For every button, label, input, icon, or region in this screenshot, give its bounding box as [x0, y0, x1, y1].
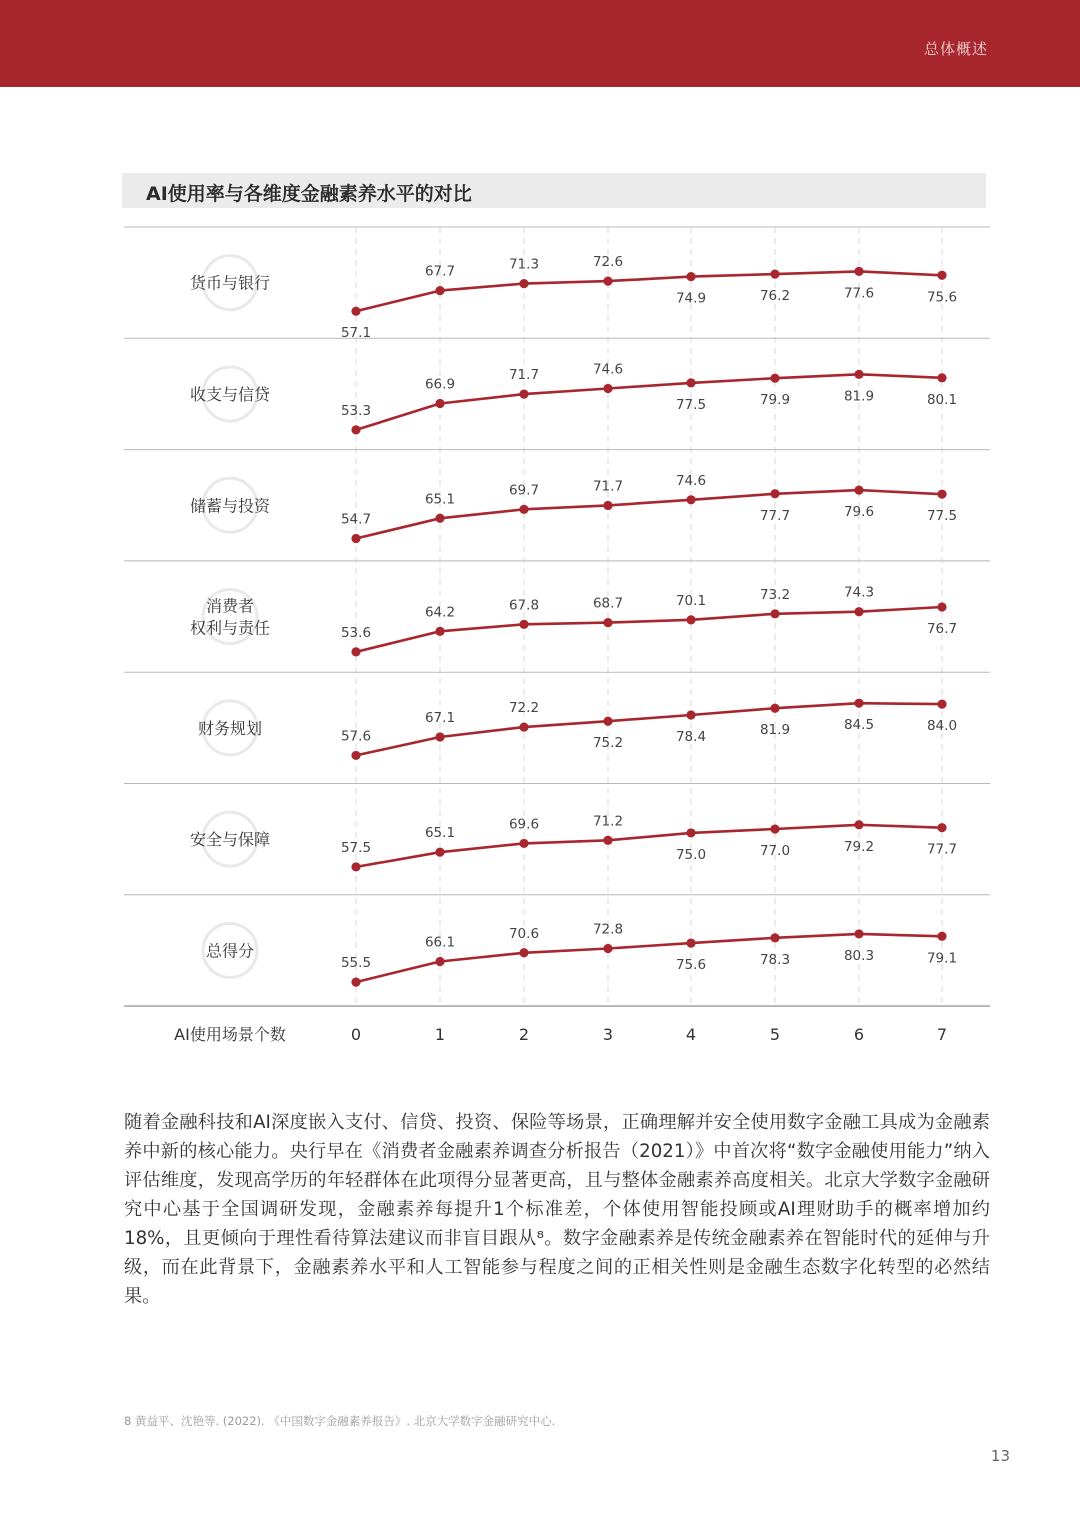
data-point	[937, 271, 946, 280]
series-label: 货币与银行	[189, 273, 271, 293]
data-label: 67.8	[508, 597, 540, 614]
x-tick-label: 5	[769, 1025, 781, 1045]
data-point	[603, 276, 612, 285]
x-tick-label: 4	[685, 1025, 697, 1045]
data-label: 79.6	[843, 504, 875, 521]
series-label: 消费者	[205, 596, 255, 616]
data-label: 71.2	[592, 813, 624, 830]
data-point	[854, 929, 863, 938]
data-label: 79.2	[843, 838, 875, 855]
data-label: 57.6	[340, 728, 372, 745]
data-point	[686, 378, 695, 387]
data-label: 76.2	[759, 288, 791, 305]
data-point	[686, 828, 695, 837]
data-point	[937, 373, 946, 382]
chart-title: AI使用率与各维度金融素养水平的对比	[146, 183, 472, 205]
series-label: 总得分	[205, 941, 255, 961]
data-label: 79.1	[926, 950, 958, 967]
data-point	[854, 267, 863, 276]
data-point	[435, 627, 444, 636]
data-label: 78.4	[675, 729, 707, 745]
data-point	[937, 932, 946, 941]
data-label: 77.0	[759, 843, 791, 859]
data-point	[937, 823, 946, 832]
data-label: 69.7	[508, 482, 540, 499]
data-label: 73.2	[759, 586, 791, 603]
data-point	[603, 618, 612, 627]
data-label: 77.6	[843, 285, 875, 302]
data-point	[770, 704, 779, 713]
x-tick-label: 1	[434, 1025, 446, 1045]
data-point	[937, 700, 946, 709]
data-point	[519, 620, 528, 629]
data-label: 80.3	[843, 947, 875, 964]
data-point	[519, 505, 528, 514]
x-tick-label: 0	[350, 1025, 362, 1045]
series-label: 安全与保障	[189, 830, 271, 850]
data-point	[854, 699, 863, 708]
series-label: 权利与责任	[189, 618, 271, 638]
x-axis-title: AI使用场景个数	[174, 1025, 286, 1045]
data-label: 75.6	[926, 289, 958, 306]
data-point	[435, 286, 444, 295]
data-point	[519, 390, 528, 399]
data-point	[435, 848, 444, 857]
data-point	[770, 824, 779, 833]
data-point	[351, 862, 360, 871]
data-point	[351, 751, 360, 760]
data-point	[351, 307, 360, 316]
data-point	[351, 425, 360, 434]
data-label: 72.2	[508, 700, 540, 717]
data-label: 77.7	[759, 507, 791, 524]
data-label: 55.5	[340, 955, 372, 972]
data-point	[770, 269, 779, 278]
series-label: 收支与信贷	[189, 384, 271, 404]
data-label: 65.1	[424, 825, 456, 842]
x-tick-label: 6	[853, 1025, 865, 1045]
data-label: 77.5	[675, 396, 707, 413]
data-point	[770, 489, 779, 498]
data-label: 79.9	[759, 392, 791, 409]
data-label: 81.9	[843, 388, 875, 405]
data-point	[603, 944, 612, 953]
data-label: 53.6	[340, 624, 372, 641]
data-point	[603, 501, 612, 510]
data-label: 81.9	[759, 722, 791, 739]
data-point	[351, 534, 360, 543]
data-point	[686, 615, 695, 624]
data-point	[686, 272, 695, 281]
data-label: 74.9	[675, 290, 707, 307]
data-label: 78.3	[759, 951, 791, 968]
data-point	[351, 647, 360, 656]
data-label: 77.5	[926, 508, 958, 525]
data-label: 72.6	[592, 254, 624, 271]
data-label: 75.6	[675, 957, 707, 974]
data-point	[435, 514, 444, 523]
data-label: 75.2	[592, 735, 624, 752]
data-label: 71.7	[508, 367, 540, 384]
data-point	[519, 839, 528, 848]
data-label: 75.0	[675, 846, 707, 863]
data-label: 57.1	[340, 325, 372, 342]
data-point	[686, 938, 695, 947]
data-label: 67.1	[424, 710, 456, 726]
data-label: 72.8	[592, 921, 624, 938]
data-point	[603, 717, 612, 726]
data-label: 74.6	[675, 472, 707, 489]
data-label: 76.7	[926, 621, 958, 637]
data-label: 77.7	[926, 841, 958, 858]
data-label: 68.7	[592, 595, 624, 612]
data-label: 65.1	[424, 491, 456, 508]
x-tick-label: 7	[936, 1025, 948, 1045]
data-point	[351, 978, 360, 987]
body-paragraph: 随着金融科技和AI深度嵌入支付、信贷、投资、保险等场景，正确理解并安全使用数字金融工具成为金融素养中新的核心能力。央行早在《消费者金融素养调查分析报告（2021）》中首次将“数字金融使用能力”纳入评估维度，发现高学历的年轻群体在此项得分显著更高，且与整体金融素养高度相关。北京大学数字金融研究中心基于全国调研发现，金融素养每提升1个标准差，个体使用智能投顾或AI理财助手的概率增加约18%，且更倾向于理性看待算法建议而非盲目跟从⁸。数字金融素养是传统金融素养在智能时代的延伸与升级，而在此背景下，金融素养水平和人工智能参与程度之间的正相关性则是金融生态数字化转型的必然结果。	[124, 1112, 990, 1307]
data-point	[770, 933, 779, 942]
data-label: 64.2	[424, 604, 456, 621]
data-point	[937, 602, 946, 611]
data-point	[770, 374, 779, 383]
data-label: 54.7	[340, 511, 372, 528]
data-label: 67.7	[424, 263, 456, 280]
data-label: 71.7	[592, 478, 624, 495]
data-label: 74.3	[843, 584, 875, 601]
data-label: 66.1	[424, 934, 456, 951]
page-number: 13	[990, 1447, 1010, 1465]
data-label: 84.0	[926, 718, 958, 735]
data-point	[686, 710, 695, 719]
data-label: 80.1	[926, 391, 958, 408]
data-label: 53.3	[340, 402, 372, 419]
data-label: 70.1	[675, 592, 707, 609]
data-point	[435, 957, 444, 966]
data-point	[854, 370, 863, 379]
data-label: 57.5	[340, 839, 372, 856]
data-point	[854, 485, 863, 494]
data-point	[603, 836, 612, 845]
data-label: 84.5	[843, 717, 875, 734]
data-point	[519, 948, 528, 957]
series-label: 储蓄与投资	[189, 496, 271, 516]
series-label: 财务规划	[197, 718, 263, 738]
x-tick-label: 2	[518, 1025, 530, 1045]
data-label: 70.6	[508, 925, 540, 942]
data-point	[686, 495, 695, 504]
data-point	[435, 732, 444, 741]
data-point	[937, 490, 946, 499]
data-label: 69.6	[508, 816, 540, 833]
data-point	[519, 279, 528, 288]
data-label: 74.6	[592, 361, 624, 378]
data-point	[603, 384, 612, 393]
data-point	[854, 820, 863, 829]
data-point	[435, 399, 444, 408]
data-point	[519, 722, 528, 731]
footnote: 8 黄益平、沈艳等. (2022). 《中国数字金融素养报告》. 北京大学数字金融研究中心.	[124, 1414, 556, 1428]
x-tick-label: 3	[602, 1025, 614, 1045]
data-label: 71.3	[508, 256, 540, 273]
section-label: 总体概述	[923, 40, 988, 58]
data-label: 66.9	[424, 376, 456, 393]
data-point	[770, 609, 779, 618]
data-point	[854, 607, 863, 616]
